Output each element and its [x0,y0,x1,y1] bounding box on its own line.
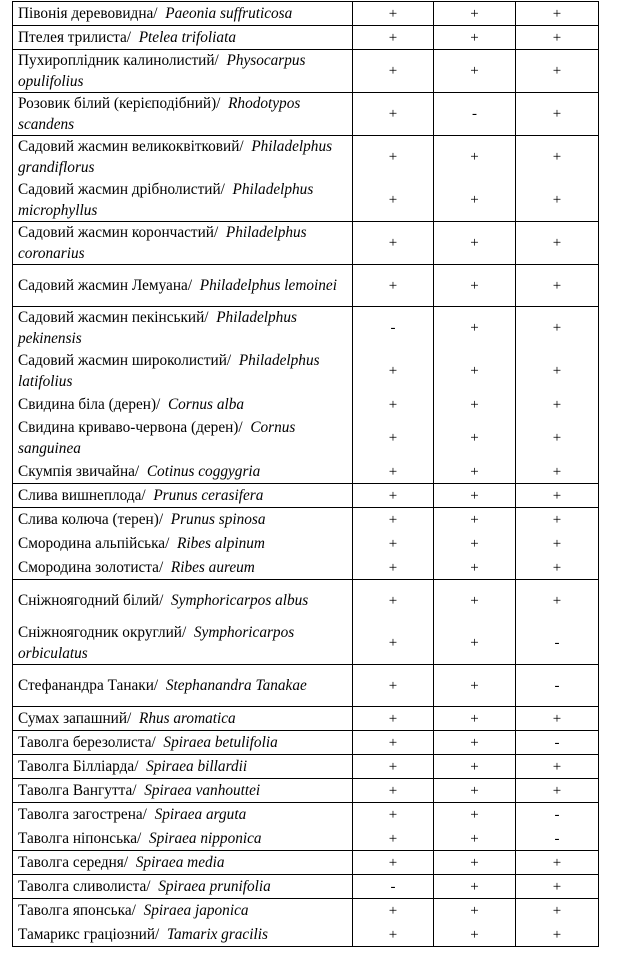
mark-cell-3: + [516,707,599,731]
table-row [13,417,599,460]
mark-cell-1: + [353,393,434,417]
species-name-cell [13,556,353,580]
ukrainian-name: Слива колюча (терен)/ [18,511,164,528]
mark-cell-1: + [353,508,434,532]
table-row [13,460,599,484]
ukrainian-name: Таволга японська/ [18,902,136,919]
scientific-name: Spiraea media [135,854,225,871]
scientific-name: Spiraea betulifolia [163,734,278,751]
mark-cell-2: + [434,2,516,26]
scientific-name: Philadelphus grandiflorus [18,138,333,176]
mark-cell-3: + [516,307,599,350]
table-row [13,222,599,265]
species-name-cell [13,580,353,622]
scientific-name: Tamarix gracilis [166,926,268,943]
table-row [13,875,599,899]
mark-cell-1: + [353,50,434,93]
scientific-name: Ptelea trifoliata [138,29,236,46]
mark-cell-2: + [434,460,516,484]
ukrainian-name: Таволга Вангутта/ [18,782,137,799]
mark-cell-2: + [434,222,516,265]
scientific-name: Rhodotypos scandens [18,95,301,133]
mark-cell-2: + [434,923,516,947]
mark-cell-1: + [353,899,434,923]
mark-cell-3: + [516,556,599,580]
mark-cell-3: + [516,580,599,622]
table-row [13,755,599,779]
table-row [13,665,599,707]
mark-cell-2: + [434,899,516,923]
table-row [13,484,599,508]
table-row [13,580,599,622]
table-row [13,707,599,731]
table-row [13,179,599,222]
species-name-cell [13,179,353,222]
ukrainian-name: Півонія деревовидна/ [18,5,158,22]
scientific-name: Philadelphus lemoinei [199,277,337,294]
ukrainian-name: Розовик білий (керієподібний)/ [18,95,221,112]
species-name-cell [13,827,353,851]
ukrainian-name: Садовий жасмин Лемуана/ [18,277,193,294]
species-name-cell [13,899,353,923]
species-name-cell [13,622,353,665]
mark-cell-3: - [516,827,599,851]
mark-cell-3: + [516,460,599,484]
table-row [13,899,599,923]
ukrainian-name: Садовий жасмин широколистий/ [18,352,232,369]
mark-cell-1: - [353,307,434,350]
ukrainian-name: Пухироплідник калинолистий/ [18,52,219,69]
ukrainian-name: Свидина біла (дерен)/ [18,396,161,413]
species-name-cell [13,923,353,947]
scientific-name: Spiraea arguta [154,806,247,823]
mark-cell-1: + [353,26,434,50]
mark-cell-1: + [353,484,434,508]
mark-cell-2: + [434,26,516,50]
scientific-name: Spiraea japonica [143,902,249,919]
ukrainian-name: Тамарикс граціозний/ [18,926,160,943]
species-name-cell [13,665,353,707]
mark-cell-3: + [516,265,599,307]
mark-cell-1: + [353,755,434,779]
mark-cell-2: + [434,532,516,556]
mark-cell-3: + [516,179,599,222]
mark-cell-2: + [434,136,516,179]
scientific-name: Stephanandra Tanakae [165,677,307,694]
mark-cell-1: + [353,2,434,26]
species-name-cell [13,484,353,508]
species-name-cell [13,532,353,556]
mark-cell-2: + [434,779,516,803]
mark-cell-1: + [353,580,434,622]
species-name-cell [13,393,353,417]
mark-cell-1: + [353,93,434,136]
mark-cell-3: + [516,350,599,393]
table-row [13,93,599,136]
mark-cell-2: + [434,755,516,779]
scientific-name: Philadelphus latifolius [18,352,320,390]
mark-cell-1: + [353,622,434,665]
mark-cell-1: + [353,460,434,484]
mark-cell-3: + [516,899,599,923]
mark-cell-2: + [434,875,516,899]
mark-cell-1: + [353,179,434,222]
mark-cell-3: + [516,417,599,460]
table-row [13,136,599,179]
mark-cell-2: + [434,803,516,827]
species-name-cell [13,755,353,779]
mark-cell-3: + [516,136,599,179]
species-table [12,1,599,947]
scientific-name: Cornus sanguinea [18,419,296,457]
species-name-cell [13,222,353,265]
ukrainian-name: Скумпія звичайна/ [18,463,140,480]
species-name-cell [13,508,353,532]
scientific-name: Ribes alpinum [176,535,265,552]
mark-cell-1: - [353,875,434,899]
ukrainian-name: Сумах запашний/ [18,710,132,727]
species-name-cell [13,803,353,827]
mark-cell-2: + [434,731,516,755]
mark-cell-2: + [434,179,516,222]
mark-cell-2: + [434,265,516,307]
species-table-body [13,2,599,947]
mark-cell-3: + [516,393,599,417]
mark-cell-3: + [516,2,599,26]
mark-cell-3: + [516,26,599,50]
ukrainian-name: Смородина золотиста/ [18,559,164,576]
mark-cell-1: + [353,532,434,556]
table-row [13,923,599,947]
mark-cell-2: + [434,665,516,707]
mark-cell-2: + [434,707,516,731]
mark-cell-3: + [516,851,599,875]
mark-cell-1: + [353,851,434,875]
scientific-name: Prunus cerasifera [153,487,264,504]
mark-cell-2: + [434,484,516,508]
table-row [13,779,599,803]
mark-cell-3: - [516,622,599,665]
scientific-name: Prunus spinosa [170,511,266,528]
mark-cell-3: - [516,731,599,755]
table-row [13,307,599,350]
ukrainian-name: Таволга сливолиста/ [18,878,151,895]
mark-cell-3: + [516,875,599,899]
ukrainian-name: Слива вишнеплода/ [18,487,146,504]
ukrainian-name: Смородина альпійська/ [18,535,170,552]
ukrainian-name: Стефанандра Танаки/ [18,677,159,694]
species-name-cell [13,350,353,393]
ukrainian-name: Таволга ніпонська/ [18,830,142,847]
mark-cell-2: + [434,508,516,532]
ukrainian-name: Садовий жасмин пекінський/ [18,309,209,326]
species-name-cell [13,50,353,93]
table-row [13,2,599,26]
ukrainian-name: Садовий жасмин корончастий/ [18,224,219,241]
ukrainian-name: Таволга Білліарда/ [18,758,139,775]
mark-cell-3: - [516,665,599,707]
table-row [13,50,599,93]
species-name-cell [13,875,353,899]
table-row [13,532,599,556]
species-name-cell [13,2,353,26]
scientific-name: Ribes aureum [170,559,255,576]
mark-cell-2: - [434,93,516,136]
table-row [13,556,599,580]
table-row [13,508,599,532]
scientific-name: Physocarpus opulifolius [18,52,306,90]
scientific-name: Spiraea prunifolia [158,878,271,895]
scientific-name: Spiraea nipponica [148,830,262,847]
mark-cell-2: + [434,307,516,350]
mark-cell-1: + [353,665,434,707]
table-row [13,851,599,875]
table-row [13,803,599,827]
mark-cell-3: + [516,222,599,265]
ukrainian-name: Свидина криваво-червона (дерен)/ [18,419,243,436]
mark-cell-2: + [434,417,516,460]
species-name-cell [13,851,353,875]
mark-cell-2: + [434,827,516,851]
scientific-name: Spiraea billardii [146,758,248,775]
table-row [13,393,599,417]
species-name-cell [13,265,353,307]
mark-cell-2: + [434,50,516,93]
species-name-cell [13,417,353,460]
mark-cell-1: + [353,707,434,731]
scientific-name: Spiraea vanhouttei [144,782,261,799]
mark-cell-1: + [353,827,434,851]
ukrainian-name: Птелея трилиста/ [18,29,132,46]
scientific-name: Philadelphus coronarius [18,224,307,262]
mark-cell-3: + [516,923,599,947]
mark-cell-3: + [516,508,599,532]
table-row [13,26,599,50]
mark-cell-2: + [434,622,516,665]
table-row [13,827,599,851]
mark-cell-2: + [434,851,516,875]
table-row [13,731,599,755]
mark-cell-3: + [516,484,599,508]
mark-cell-3: + [516,532,599,556]
scientific-name: Cotinus coggygria [146,463,261,480]
mark-cell-1: + [353,779,434,803]
mark-cell-3: + [516,755,599,779]
mark-cell-1: + [353,265,434,307]
species-name-cell [13,779,353,803]
mark-cell-1: + [353,222,434,265]
mark-cell-2: + [434,350,516,393]
table-row [13,622,599,665]
species-name-cell [13,136,353,179]
table-row [13,350,599,393]
ukrainian-name: Сніжноягодний білий/ [18,592,164,609]
mark-cell-2: + [434,580,516,622]
scientific-name: Cornus alba [167,396,245,413]
mark-cell-1: + [353,803,434,827]
species-name-cell [13,93,353,136]
ukrainian-name: Садовий жасмин великоквітковий/ [18,138,244,155]
scientific-name: Philadelphus microphyllus [18,181,314,219]
species-name-cell [13,731,353,755]
mark-cell-3: + [516,779,599,803]
mark-cell-1: + [353,731,434,755]
mark-cell-1: + [353,417,434,460]
table-row [13,265,599,307]
mark-cell-3: + [516,93,599,136]
mark-cell-2: + [434,393,516,417]
mark-cell-2: + [434,556,516,580]
mark-cell-1: + [353,136,434,179]
ukrainian-name: Таволга загострена/ [18,806,147,823]
mark-cell-1: + [353,556,434,580]
scientific-name: Symphoricarpos orbiculatus [18,624,295,662]
ukrainian-name: Садовий жасмин дрібнолистий/ [18,181,225,198]
mark-cell-3: + [516,50,599,93]
ukrainian-name: Сніжноягодник округлий/ [18,624,187,641]
mark-cell-3: - [516,803,599,827]
species-name-cell [13,707,353,731]
species-name-cell [13,307,353,350]
species-name-cell [13,26,353,50]
scientific-name: Symphoricarpos albus [171,592,309,609]
ukrainian-name: Таволга березолиста/ [18,734,156,751]
scientific-name: Rhus aromatica [138,710,236,727]
mark-cell-1: + [353,350,434,393]
mark-cell-1: + [353,923,434,947]
scientific-name: Paeonia suffruticosa [165,5,293,22]
scientific-name: Philadelphus pekinensis [18,309,297,347]
ukrainian-name: Таволга середня/ [18,854,129,871]
species-name-cell [13,460,353,484]
